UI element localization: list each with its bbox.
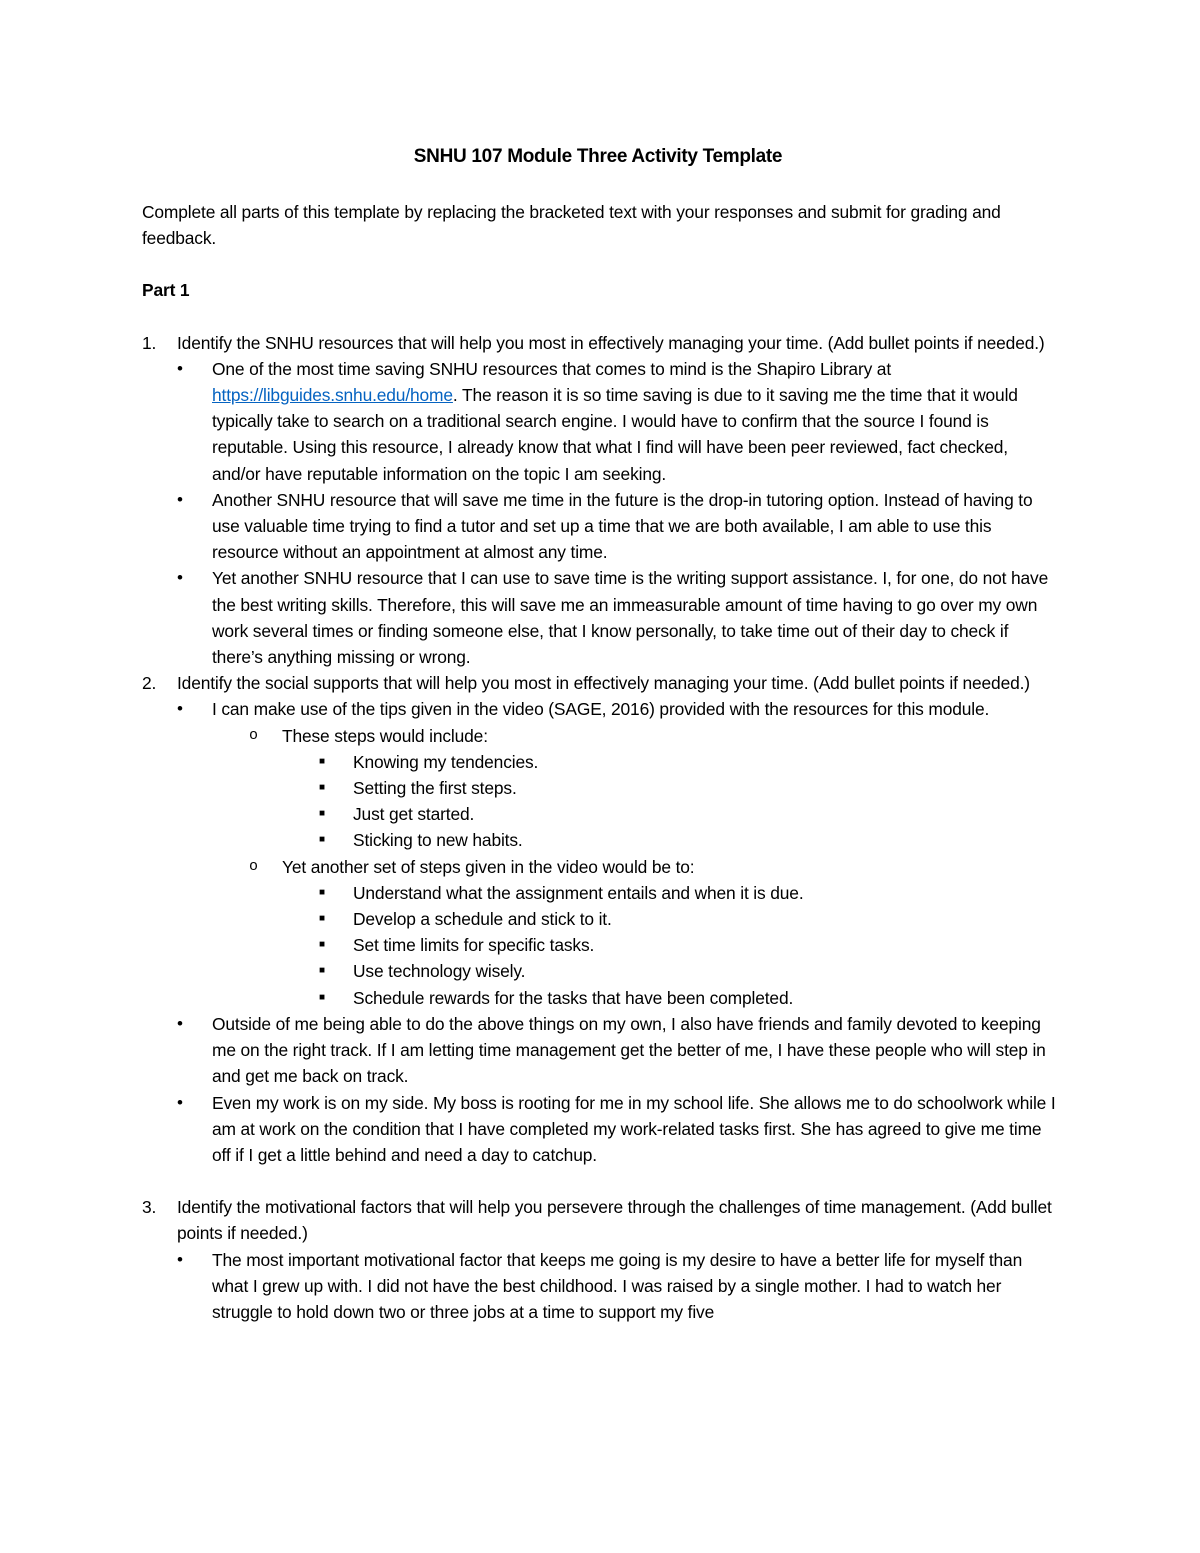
square-bullet-icon: ■ xyxy=(319,834,325,846)
sub-sub-list-item xyxy=(142,775,1060,801)
square-bullet-icon: ■ xyxy=(319,939,325,951)
sub-sub-list-item-text: Understand what the assignment entails and when it is due. xyxy=(353,882,804,903)
sub-sub-list-item xyxy=(142,880,1060,906)
list-item-text: The most important motivational factor that keeps me going is my desire to have a better life for myself than what I grew up with. I did not have the best childhood. I was raised by a single mother. I had to watch her struggle to hold down two or three jobs at a time to support my five xyxy=(212,1249,1023,1322)
question-1 xyxy=(142,330,1060,356)
sub-sub-list-item-text: Just get started. xyxy=(353,804,475,825)
bullet-icon: • xyxy=(177,1249,183,1269)
list-item-text: . The reason it is so time saving is due to it saving me the time that it would typically take to search on a traditional search engine. I would have to confirm that the source I found is reputable. Using this resource, I already know that what I find will have been peer reviewed, fact checked, and/or have reputable information on the topic I am seeking. xyxy=(212,385,1018,484)
sub-list-item xyxy=(142,723,1060,749)
sub-sub-list-item xyxy=(142,932,1060,958)
square-bullet-icon: ■ xyxy=(319,886,325,898)
list-item xyxy=(142,1247,1060,1326)
list-item xyxy=(142,696,1060,722)
sub-list-item-text: These steps would include: xyxy=(282,725,488,746)
question-number: 3. xyxy=(142,1197,157,1218)
list-item-text: Even my work is on my side. My boss is rooting for me in my school life. She allows me to do schoolwork while I am at work on the condition that I have completed my work-related tasks first. She has agreed to give me time off if I get a little behind and need a day to catchup. xyxy=(212,1092,1056,1165)
hollow-circle-bullet-icon: o xyxy=(249,726,258,744)
bullet-icon: • xyxy=(177,1092,183,1112)
question-text: Identify the SNHU resources that will help you most in effectively managing your time. (Add bullet points if needed.) xyxy=(177,332,1045,353)
list-item-text: Another SNHU resource that will save me time in the future is the drop-in tutoring option. Instead of having to use valuable time trying to find a tutor and set up a time that we are both available, I am able to use this resource without an appointment at almost any time. xyxy=(212,489,1033,563)
hollow-circle-bullet-icon: o xyxy=(249,857,258,875)
bullet-icon: • xyxy=(177,699,183,719)
sub-sub-list-item xyxy=(142,749,1060,775)
question-2 xyxy=(142,670,1060,696)
list-item-text: One of the most time saving SNHU resources that comes to mind is the Shapiro Library at xyxy=(212,358,892,379)
bullet-icon: • xyxy=(177,568,183,588)
sub-sub-list-item xyxy=(142,906,1060,932)
list-item xyxy=(142,1011,1060,1090)
library-link[interactable]: https://libguides.snhu.edu/home xyxy=(212,385,453,406)
document-body xyxy=(142,199,1060,1325)
sub-sub-list-item xyxy=(142,801,1060,827)
sub-sub-list-item-text: Setting the first steps. xyxy=(353,778,517,799)
sub-sub-list-item xyxy=(142,985,1060,1011)
sub-sub-list-item-text: Use technology wisely. xyxy=(353,961,526,982)
square-bullet-icon: ■ xyxy=(319,808,325,820)
question-text: Identify the social supports that will help you most in effectively managing your time. (Add bullet points if needed.) xyxy=(177,673,1030,694)
bullet-icon: • xyxy=(177,358,183,378)
question-number: 1. xyxy=(142,332,157,353)
sub-list-item-text: Yet another set of steps given in the video would be to: xyxy=(282,856,695,877)
part-heading: Part 1 xyxy=(142,280,190,301)
bullet-icon: • xyxy=(177,489,183,509)
list-item-text: Outside of me being able to do the above things on my own, I also have friends and family devoted to keeping me on the right track. If I am letting time management get the better of me, I have these people who will step in and get me back on track. xyxy=(212,1013,1046,1087)
square-bullet-icon: ■ xyxy=(319,991,325,1003)
sub-sub-list-item-text: Develop a schedule and stick to it. xyxy=(353,909,612,930)
list-item xyxy=(142,487,1060,566)
question-3 xyxy=(142,1194,1060,1246)
list-item xyxy=(142,565,1060,670)
bullet-icon: • xyxy=(177,1013,183,1033)
sub-list-item xyxy=(142,854,1060,880)
square-bullet-icon: ■ xyxy=(319,913,325,925)
square-bullet-icon: ■ xyxy=(319,965,325,977)
question-text: Identify the motivational factors that will help you persevere through the challenges of time management. (Add bullet points if needed.) xyxy=(177,1197,1052,1244)
list-item xyxy=(142,1090,1060,1169)
square-bullet-icon: ■ xyxy=(319,755,325,767)
list-item-text: I can make use of the tips given in the video (SAGE, 2016) provided with the resources for this module. xyxy=(212,699,990,720)
square-bullet-icon: ■ xyxy=(319,782,325,794)
list-item xyxy=(142,356,1060,487)
question-number: 2. xyxy=(142,673,157,694)
sub-sub-list-item-text: Sticking to new habits. xyxy=(353,830,523,851)
list-item-text: Yet another SNHU resource that I can use to save time is the writing support assistance. I, for one, do not have the best writing skills. Therefore, this will save me an immeasurable amount of time having to go over my own work several times or finding someone else, that I know personally, to take time out of their day to check if there’s anything missing or wrong. xyxy=(212,568,1049,668)
sub-sub-list-item xyxy=(142,958,1060,984)
sub-sub-list-item-text: Set time limits for specific tasks. xyxy=(353,935,595,956)
spacer xyxy=(142,1168,1060,1194)
sub-sub-list-item-text: Knowing my tendencies. xyxy=(353,751,539,772)
sub-sub-list-item-text: Schedule rewards for the tasks that have been completed. xyxy=(353,987,794,1008)
sub-sub-list-item xyxy=(142,827,1060,853)
document-title: SNHU 107 Module Three Activity Template xyxy=(413,146,783,167)
intro-paragraph: Complete all parts of this template by replacing the bracketed text with your responses and submit for grading and feedback. xyxy=(142,202,1001,249)
